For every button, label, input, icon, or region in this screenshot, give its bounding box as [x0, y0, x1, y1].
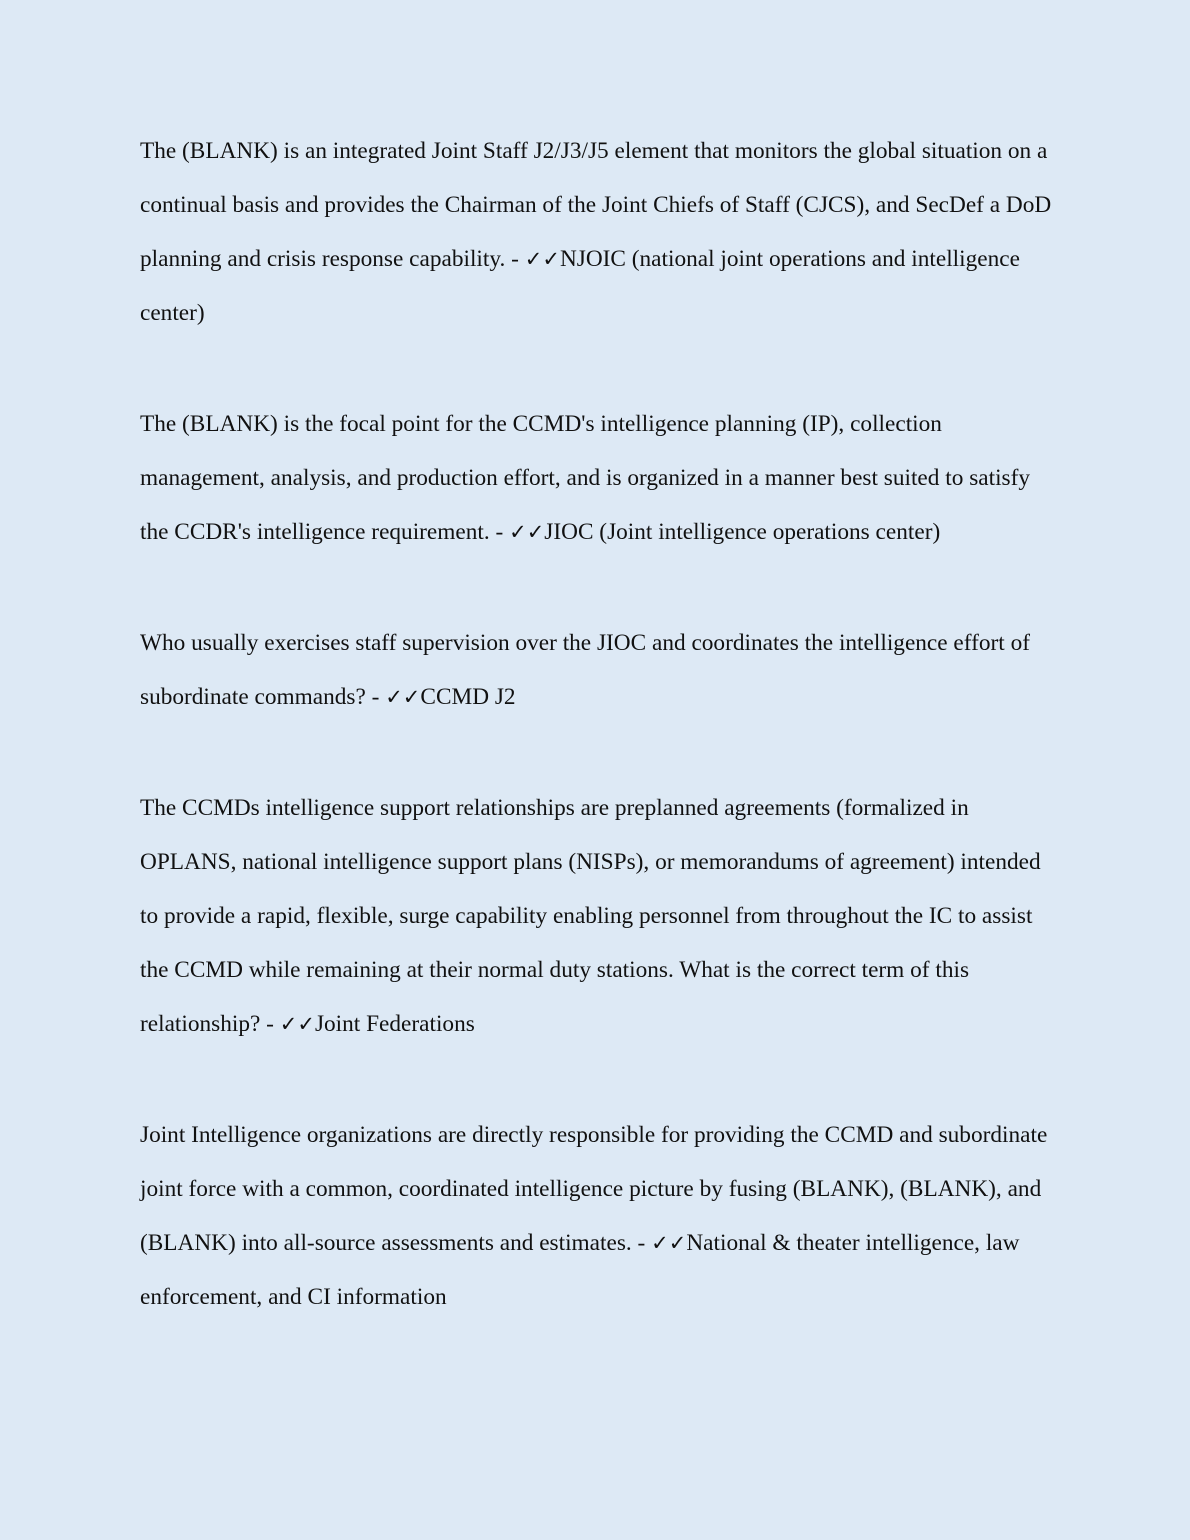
double-check-icon: ✓✓ [524, 247, 560, 271]
qa-item-5 [140, 1108, 1060, 1324]
double-check-icon: ✓✓ [279, 1012, 315, 1036]
answer-text: NJOIC (national joint operations and intelligence center) [140, 246, 1020, 326]
qa-item-2 [140, 397, 1060, 559]
answer-text: JIOC (Joint intelligence operations center) [544, 519, 941, 545]
qa-item-1 [140, 124, 1060, 340]
double-check-icon: ✓✓ [385, 685, 421, 709]
double-check-icon: ✓✓ [651, 1231, 687, 1255]
answer-text: National & theater intelligence, law enforcement, and CI information [140, 1230, 1020, 1310]
document-page [140, 124, 1060, 1381]
question-text: The (BLANK) is the focal point for the CCMD's intelligence planning (IP), collection management, analysis, and production effort, and is organized in a manner best suited to satisfy the CCDR's intelligence requirement. - [140, 411, 1031, 545]
question-text: The (BLANK) is an integrated Joint Staff J2/J3/J5 element that monitors the global situation on a continual basis and provides the Chairman of the Joint Chiefs of Staff (CJCS), and SecDef a DoD planning and crisis response capability. - [140, 138, 1052, 272]
qa-item-3 [140, 616, 1060, 724]
question-text: The CCMDs intelligence support relationships are preplanned agreements (formalized in OPLANS, national intelligence support plans (NISPs), or memorandums of agreement) intended to provide a rapid, flexible, surge capability enabling personnel from throughout the IC to assist the CCMD while remaining at their normal duty stations. What is the correct term of this relationship? - [140, 795, 1041, 1037]
answer-text: Joint Federations [314, 1011, 475, 1037]
double-check-icon: ✓✓ [509, 520, 545, 544]
question-text: Who usually exercises staff supervision over the JIOC and coordinates the intelligence effort of subordinate commands? - [140, 630, 1030, 710]
question-text: Joint Intelligence organizations are directly responsible for providing the CCMD and subordinate joint force with a common, coordinated intelligence picture by fusing (BLANK), (BLANK), and (BLANK) into all-source assessments and estimates. - [140, 1122, 1048, 1256]
answer-text: CCMD J2 [420, 684, 516, 710]
qa-item-4 [140, 781, 1060, 1051]
